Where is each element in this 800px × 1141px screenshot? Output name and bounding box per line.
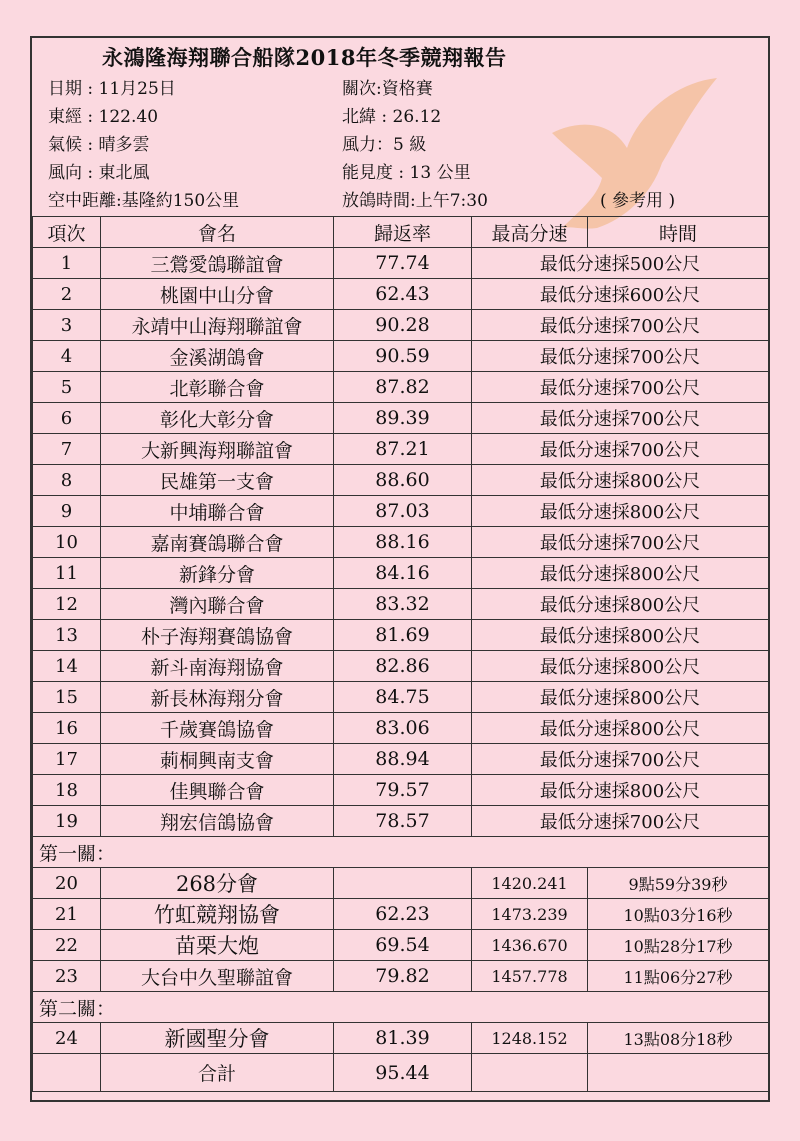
row-remark: 最低分速採700公尺 xyxy=(472,744,769,775)
row-rate: 81.69 xyxy=(334,620,472,651)
row-rate: 77.74 xyxy=(334,248,472,279)
row-club: 莿桐興南支會 xyxy=(101,744,334,775)
table-row xyxy=(33,496,769,527)
row-rate: 88.16 xyxy=(334,527,472,558)
row-no: 12 xyxy=(33,589,101,620)
table-row xyxy=(33,930,769,961)
row-remark: 最低分速採800公尺 xyxy=(472,589,769,620)
row-club: 中埔聯合會 xyxy=(101,496,334,527)
row-rate: 78.57 xyxy=(334,806,472,837)
row-remark: 最低分速採800公尺 xyxy=(472,775,769,806)
row-speed: 1436.670 xyxy=(472,930,588,961)
header-return-rate: 歸返率 xyxy=(334,217,472,248)
row-remark: 最低分速採700公尺 xyxy=(472,527,769,558)
row-no: 8 xyxy=(33,465,101,496)
info-wind-force: 風力：5 級 xyxy=(342,135,427,155)
row-no: 5 xyxy=(33,372,101,403)
row-club: 翔宏信鴿協會 xyxy=(101,806,334,837)
report-header xyxy=(32,38,768,216)
total-label: 合計 xyxy=(101,1054,334,1092)
row-rate: 62.23 xyxy=(334,899,472,930)
row-club: 千歲賽鴿協會 xyxy=(101,713,334,744)
row-rate: 88.60 xyxy=(334,465,472,496)
row-remark: 最低分速採700公尺 xyxy=(472,341,769,372)
row-rate: 84.75 xyxy=(334,682,472,713)
row-no: 13 xyxy=(33,620,101,651)
row-no: 15 xyxy=(33,682,101,713)
row-rate: 89.39 xyxy=(334,403,472,434)
row-rate: 83.32 xyxy=(334,589,472,620)
row-club: 苗栗大炮 xyxy=(101,930,334,961)
row-remark: 最低分速採800公尺 xyxy=(472,558,769,589)
section-row xyxy=(33,992,769,1023)
table-row xyxy=(33,620,769,651)
section-1-label: 第一關： xyxy=(33,837,769,868)
row-no: 6 xyxy=(33,403,101,434)
header-no: 項次 xyxy=(33,217,101,248)
row-speed: 1473.239 xyxy=(472,899,588,930)
row-club: 永靖中山海翔聯誼會 xyxy=(101,310,334,341)
row-club: 民雄第一支會 xyxy=(101,465,334,496)
row-remark: 最低分速採700公尺 xyxy=(472,806,769,837)
row-club: 嘉南賽鴿聯合會 xyxy=(101,527,334,558)
table-row xyxy=(33,434,769,465)
row-time: 11點06分27秒 xyxy=(588,961,769,992)
total-rate: 95.44 xyxy=(334,1054,472,1092)
row-remark: 最低分速採700公尺 xyxy=(472,403,769,434)
row-rate: 84.16 xyxy=(334,558,472,589)
total-row xyxy=(33,1054,769,1092)
total-no xyxy=(33,1054,101,1092)
row-remark: 最低分速採800公尺 xyxy=(472,713,769,744)
row-no: 11 xyxy=(33,558,101,589)
row-no: 3 xyxy=(33,310,101,341)
table-row xyxy=(33,1023,769,1054)
info-distance: 空中距離:基隆約150公里 xyxy=(48,191,240,211)
row-no: 22 xyxy=(33,930,101,961)
row-no: 18 xyxy=(33,775,101,806)
row-no: 10 xyxy=(33,527,101,558)
row-club: 268分會 xyxy=(101,868,334,899)
header-time: 時間 xyxy=(588,217,769,248)
info-weather: 氣候 : 晴多雲 xyxy=(48,135,150,155)
row-speed: 1248.152 xyxy=(472,1023,588,1054)
row-no: 16 xyxy=(33,713,101,744)
info-release-time: 放鴿時間:上午7:30 xyxy=(342,191,488,211)
row-club: 金溪湖鴿會 xyxy=(101,341,334,372)
row-rate: 87.03 xyxy=(334,496,472,527)
table-row xyxy=(33,403,769,434)
row-no: 1 xyxy=(33,248,101,279)
row-rate: 79.57 xyxy=(334,775,472,806)
row-no: 23 xyxy=(33,961,101,992)
info-wind-direction: 風向 : 東北風 xyxy=(48,163,150,183)
report-title: 永鴻隆海翔聯合船隊2018年冬季競翔報告 xyxy=(102,45,507,70)
info-round: 關次:資格賽 xyxy=(342,79,433,99)
row-no: 17 xyxy=(33,744,101,775)
row-club: 北彰聯合會 xyxy=(101,372,334,403)
info-latitude: 北緯 : 26.12 xyxy=(342,107,442,127)
report-frame xyxy=(30,36,770,1102)
info-date: 日期 : 11月25日 xyxy=(48,79,176,99)
table-row xyxy=(33,682,769,713)
row-club: 竹虹競翔協會 xyxy=(101,899,334,930)
row-club: 灣內聯合會 xyxy=(101,589,334,620)
row-rate: 87.21 xyxy=(334,434,472,465)
row-remark: 最低分速採500公尺 xyxy=(472,248,769,279)
table-row xyxy=(33,372,769,403)
table-row xyxy=(33,899,769,930)
row-remark: 最低分速採700公尺 xyxy=(472,310,769,341)
table-row xyxy=(33,868,769,899)
row-time: 13點08分18秒 xyxy=(588,1023,769,1054)
info-visibility: 能見度 : 13 公里 xyxy=(342,163,471,183)
row-remark: 最低分速採800公尺 xyxy=(472,651,769,682)
row-time: 10點03分16秒 xyxy=(588,899,769,930)
row-club: 桃園中山分會 xyxy=(101,279,334,310)
total-time xyxy=(588,1054,769,1092)
row-remark: 最低分速採800公尺 xyxy=(472,620,769,651)
total-speed xyxy=(472,1054,588,1092)
row-club: 新斗南海翔協會 xyxy=(101,651,334,682)
table-row xyxy=(33,775,769,806)
table-row xyxy=(33,806,769,837)
table-row xyxy=(33,961,769,992)
row-speed: 1420.241 xyxy=(472,868,588,899)
table-row xyxy=(33,279,769,310)
row-remark: 最低分速採700公尺 xyxy=(472,434,769,465)
row-no: 19 xyxy=(33,806,101,837)
row-club: 新長林海翔分會 xyxy=(101,682,334,713)
section-row xyxy=(33,837,769,868)
row-club: 佳興聯合會 xyxy=(101,775,334,806)
table-row xyxy=(33,744,769,775)
table-row xyxy=(33,713,769,744)
info-note: ( 參考用 ) xyxy=(600,191,676,211)
row-remark: 最低分速採700公尺 xyxy=(472,372,769,403)
row-club: 三鶯愛鴿聯誼會 xyxy=(101,248,334,279)
row-rate: 81.39 xyxy=(334,1023,472,1054)
row-rate: 87.82 xyxy=(334,372,472,403)
table-row xyxy=(33,558,769,589)
row-no: 21 xyxy=(33,899,101,930)
table-header-row xyxy=(33,217,769,248)
row-speed: 1457.778 xyxy=(472,961,588,992)
row-club: 新鋒分會 xyxy=(101,558,334,589)
table-row xyxy=(33,465,769,496)
row-remark: 最低分速採600公尺 xyxy=(472,279,769,310)
row-rate: 90.59 xyxy=(334,341,472,372)
dove-logo xyxy=(542,78,722,238)
row-rate: 90.28 xyxy=(334,310,472,341)
row-rate: 82.86 xyxy=(334,651,472,682)
row-club: 大台中久聖聯誼會 xyxy=(101,961,334,992)
row-no: 7 xyxy=(33,434,101,465)
row-no: 4 xyxy=(33,341,101,372)
row-rate: 69.54 xyxy=(334,930,472,961)
row-club: 朴子海翔賽鴿協會 xyxy=(101,620,334,651)
row-remark: 最低分速採800公尺 xyxy=(472,465,769,496)
row-remark: 最低分速採800公尺 xyxy=(472,682,769,713)
table-row xyxy=(33,589,769,620)
row-rate xyxy=(334,868,472,899)
section-2-label: 第二關： xyxy=(33,992,769,1023)
info-longitude: 東經 : 122.40 xyxy=(48,107,159,127)
row-no: 24 xyxy=(33,1023,101,1054)
row-no: 2 xyxy=(33,279,101,310)
row-time: 10點28分17秒 xyxy=(588,930,769,961)
results-table xyxy=(32,216,769,1092)
row-club: 大新興海翔聯誼會 xyxy=(101,434,334,465)
row-no: 20 xyxy=(33,868,101,899)
row-rate: 88.94 xyxy=(334,744,472,775)
row-rate: 83.06 xyxy=(334,713,472,744)
row-no: 14 xyxy=(33,651,101,682)
row-club: 彰化大彰分會 xyxy=(101,403,334,434)
table-row xyxy=(33,341,769,372)
table-row xyxy=(33,651,769,682)
row-rate: 79.82 xyxy=(334,961,472,992)
table-row xyxy=(33,527,769,558)
table-row xyxy=(33,248,769,279)
table-row xyxy=(33,310,769,341)
row-no: 9 xyxy=(33,496,101,527)
header-max-speed: 最高分速 xyxy=(472,217,588,248)
row-remark: 最低分速採800公尺 xyxy=(472,496,769,527)
header-club: 會名 xyxy=(101,217,334,248)
row-club: 新國聖分會 xyxy=(101,1023,334,1054)
row-rate: 62.43 xyxy=(334,279,472,310)
row-time: 9點59分39秒 xyxy=(588,868,769,899)
